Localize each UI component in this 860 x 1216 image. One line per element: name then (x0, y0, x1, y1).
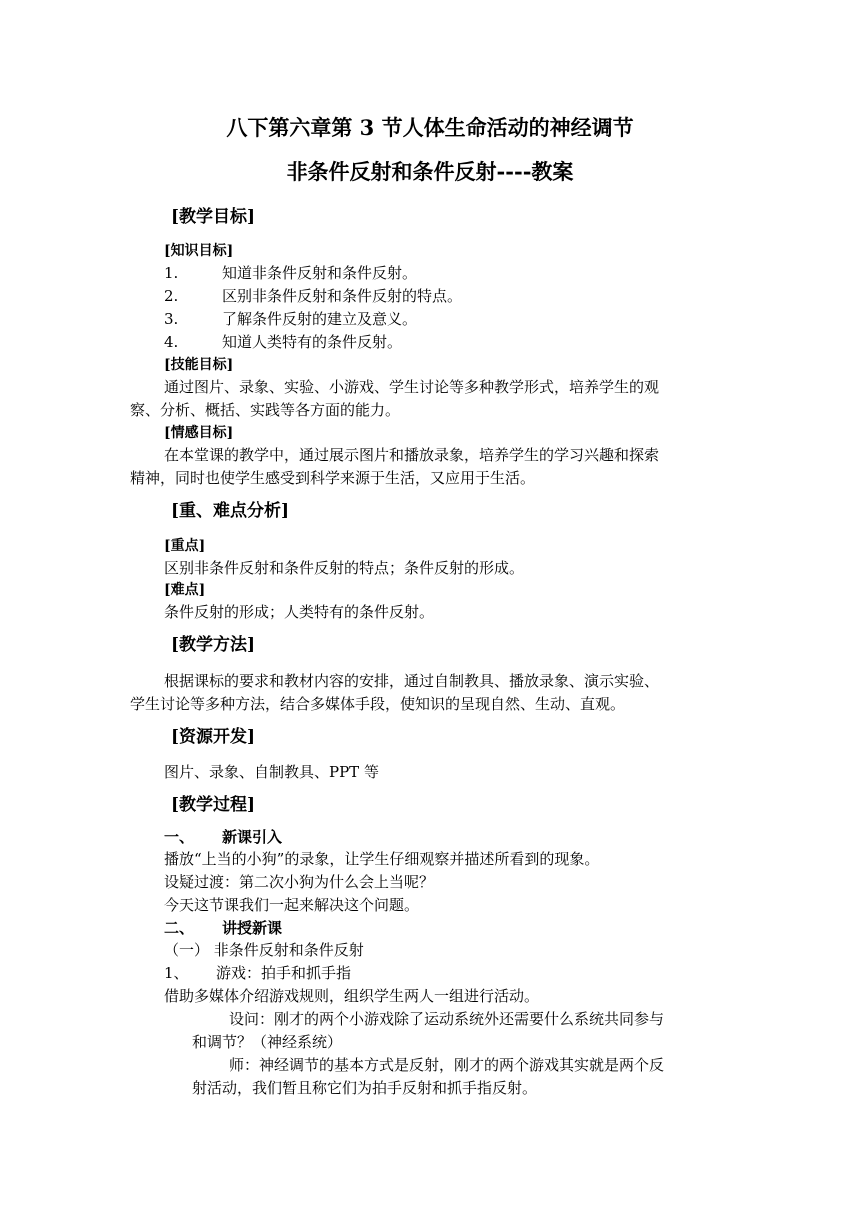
key-point-label: [重点] (164, 538, 206, 554)
resources-text: 图片、录象、自制教具、PPT 等 (164, 763, 379, 781)
section-heading-objectives: [教学目标] (171, 207, 256, 227)
activity-heading: 1、 游戏：拍手和抓手指 (164, 964, 352, 982)
knowledge-item: 2. 区别非条件反射和条件反射的特点。 (164, 287, 463, 305)
subsection-heading: （一） 非条件反射和条件反射 (164, 941, 364, 959)
process-part-heading: 一、 新课引入 (164, 828, 283, 846)
process-text: 播放“上当的小狗”的录象，让学生仔细观察并描述所看到的现象。 (164, 850, 600, 868)
document-subtitle: 非条件反射和条件反射----教案 (286, 159, 574, 184)
process-text: 设疑过渡：第二次小狗为什么会上当呢？ (164, 873, 435, 891)
skill-objectives-text: 通过图片、录象、实验、小游戏、学生讨论等多种教学形式，培养学生的观 (164, 378, 660, 396)
question-text: 和调节？（神经系统） (192, 1033, 343, 1051)
knowledge-item: 4. 知道人类特有的条件反射。 (164, 333, 403, 351)
skill-objectives-label: [技能目标] (164, 357, 234, 373)
teacher-text: 射活动，我们暂且称它们为拍手反射和抓手指反射。 (192, 1079, 538, 1097)
method-text: 学生讨论等多种方法，结合多媒体手段，使知识的呈现自然、生动、直观。 (130, 695, 626, 713)
method-text: 根据课标的要求和教材内容的安排，通过自制教具、播放录象、演示实验、 (164, 672, 660, 690)
teacher-text: 师：神经调节的基本方式是反射，刚才的两个游戏其实就是两个反 (229, 1056, 665, 1074)
difficulty-text: 条件反射的形成；人类特有的条件反射。 (164, 603, 435, 621)
knowledge-item: 3. 了解条件反射的建立及意义。 (164, 310, 418, 328)
process-text: 借助多媒体介绍游戏规则，组织学生两人一组进行活动。 (164, 987, 540, 1005)
emotion-objectives-text: 精神，同时也使学生感受到科学来源于生活，又应用于生活。 (130, 469, 536, 487)
skill-objectives-text: 察、分析、概括、实践等各方面的能力。 (130, 401, 401, 419)
section-heading-process: [教学过程] (171, 795, 256, 815)
key-point-text: 区别非条件反射和条件反射的特点；条件反射的形成。 (164, 559, 525, 577)
knowledge-item: 1. 知道非条件反射和条件反射。 (164, 264, 418, 282)
emotion-objectives-label: [情感目标] (164, 425, 234, 441)
knowledge-objectives-label: [知识目标] (164, 243, 234, 259)
section-heading-resources: [资源开发] (171, 727, 256, 747)
section-heading-keypoints: [重、难点分析] (171, 501, 290, 521)
process-text: 今天这节课我们一起来解决这个问题。 (164, 896, 420, 914)
document-title: 八下第六章第 3 节人体生命活动的神经调节 (226, 115, 634, 140)
section-heading-method: [教学方法] (171, 635, 256, 655)
difficulty-label: [难点] (164, 582, 206, 598)
question-text: 设问：刚才的两个小游戏除了运动系统外还需要什么系统共同参与 (229, 1010, 665, 1028)
process-part-heading: 二、 讲授新课 (164, 919, 283, 937)
emotion-objectives-text: 在本堂课的教学中，通过展示图片和播放录象，培养学生的学习兴趣和探索 (164, 446, 660, 464)
